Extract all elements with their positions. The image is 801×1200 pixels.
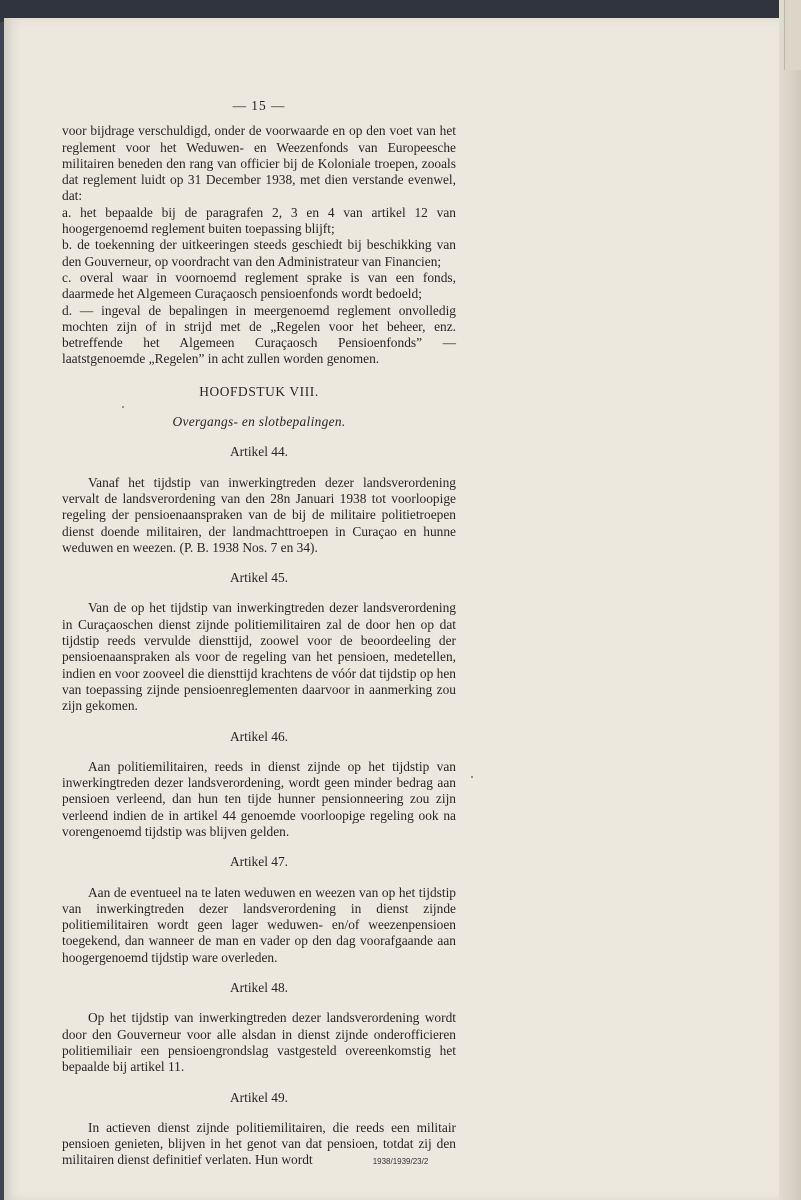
article-46-title: Artikel 46.	[229, 728, 288, 744]
article-49-title: Artikel 49.	[229, 1089, 288, 1105]
article-48-title: Artikel 48.	[229, 980, 288, 996]
chapter-heading: HOOFDSTUK VIII.	[199, 383, 319, 399]
document-body	[62, 98, 456, 1169]
article-47-title: Artikel 47.	[229, 854, 288, 870]
article-45-text: Van de op het tijdstip van inwerkingtreden dezer landsverordening in Curaçaoschen dienst zijnde politiemilitairen zal de door hen op dat tijdstip reeds vervulde diensttijd, zoowel voor de beoordeeling der pensioenaanspraken als voor de regeling van het pensioen, medetellen, indien en voor zooveel die diensttijd krachtens de vóór dat tijdstip op hen van toepassing zijnde pensioenreglementen daarvoor in aanmerking zou zijn gekomen.	[62, 600, 456, 714]
article-48-text: Op het tijdstip van inwerkingtreden dezer landsverordening wordt door den Gouverneur voor alle alsdan in dienst zijnde onderofficieren politiemiliair een pensioengrondslag vastgesteld overeenkomstig het bepaalde bij artikel 11.	[62, 1010, 456, 1075]
page-corner-tab	[784, 0, 801, 70]
article-44-title: Artikel 44.	[229, 444, 288, 460]
paper-speck	[471, 776, 473, 778]
article-46-text: Aan politiemilitairen, reeds in dienst zijnde op het tijdstip van inwerkingtreden dezer landsverordening, wordt geen minder bedrag aan pensioen verleend, dan hun ten tijde hunner pensionneering zou zijn verleend indien de in artikel 44 genoemde voorloopige regeling ook na vorengenoemd tijdstip was blijven gelden.	[62, 758, 456, 839]
clause-a: a. het bepaalde bij de paragrafen 2, 3 en 4 van artikel 12 van hoogergenoemd reglement buiten toepassing blijft;	[62, 204, 456, 237]
article-47-text: Aan de eventueel na te laten weduwen en weezen van op het tijdstip van inwerkingtreden dezer landsverordening in dienst zijnde politiemilitairen wordt geen lager weduwen- en/of weezenpensioen toegekend, dan wanneer de man en vader op den dag voorafgaande aan hoogergenoemd tijdstip ware overleden.	[62, 884, 456, 965]
page-right-edge	[779, 0, 801, 1200]
article-45-title: Artikel 45.	[229, 570, 288, 586]
page-number: — 15 —	[232, 98, 286, 113]
clause-b: b. de toekenning der uitkeeringen steeds geschiedt bij beschikking van den Gouverneur, op voordracht van den Administrateur van Financien;	[62, 237, 456, 269]
clause-d: d. — ingeval de bepalingen in meergenoemd reglement onvolledig mochten zijn of in strijd met de „Regelen voor het beheer, enz. betreffende het Algemeen Curaçaosch Pensioenfonds” — laatstgenoemde „Regelen” in acht zullen worden genomen.	[62, 302, 456, 367]
article-49-text: In actieven dienst zijnde politiemilitairen, die reeds een militair pensioen genieten, blijven in het genot van dat pensioen, totdat zij den militairen dienst definitief verlaten. Hun wordt	[62, 1119, 456, 1168]
article-44-text: Vanaf het tijdstip van inwerkingtreden dezer landsverordening vervalt de landsverordening van den 28n Januari 1938 tot voorloopige regeling der pensioenaanspraken van de bij de militaire politietroepen dienst doende militairen, der landmachttroepen in Curaçao en hunne weduwen en weezen. (P. B. 1938 Nos. 7 en 34).	[62, 474, 456, 555]
paper-left-shadow	[4, 18, 12, 1200]
chapter-subheading: Overgangs- en slotbepalingen.	[172, 414, 346, 430]
footer-code: 1938/1939/23/2	[372, 1157, 429, 1166]
clause-c: c. overal waar in voornoemd reglement sprake is van een fonds, daarmede het Algemeen Curaçaosch pensioenfonds wordt bedoeld;	[62, 269, 456, 302]
intro-paragraph: voor bijdrage verschuldigd, onder de voorwaarde en op den voet van het reglement voor het Weduwen- en Weezenfonds van Europeesche militairen beneden den rang van officier bij de Koloniale troepen, zooals dat reglement luidt op 31 December 1938, met dien verstande evenwel, dat:	[62, 123, 456, 204]
